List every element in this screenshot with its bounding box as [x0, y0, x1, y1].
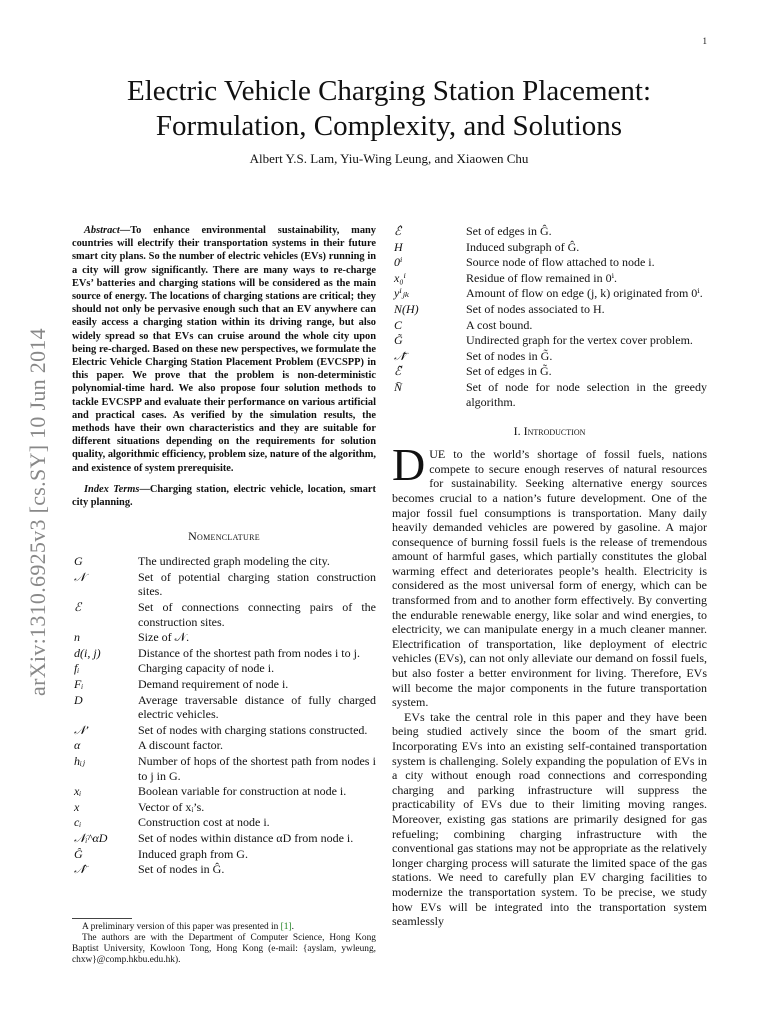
nomenclature-symbol: N̄ — [394, 379, 403, 394]
nomenclature-description: Set of connections connecting pairs of the construction sites. — [138, 600, 376, 629]
title-line-1: Electric Vehicle Charging Station Placement: — [126, 75, 651, 107]
intro-paragraph-1: DUE to the world’s shortage of fossil fuels, nations compete to secure enough reserves of natural resources for sustainability. Seeking alternative energy sources becomes crucial to a nation’s future development. One of the major fossil fuel consumptions is transportation. Many daily heavily demanded vehicles are powered by gasoline. A major consequence of burning fossil fuels is the release of tremendous amount of harmful gases, which partially constitutes the global warming effect and deteriorates people’s health. Electricity is considered as the most universal form of energy, which can be transformed from and to another form effectively. By converting the endurable renewable energy, like solar and wind energies, to electricity, we can manipulate energy in a much cleaner manner. Electrification of transportation, like deployment of electric vehicles (EVs), can not only alleviate our demand on fossil fuels, but also foster a better environment for living. Therefore, EVs will become the major components in the future transportation system. — [392, 439, 707, 710]
nomenclature-row — [392, 364, 707, 380]
nomenclature-description: Construction cost at node i. — [138, 815, 270, 830]
abstract-lead: Abstract — [84, 225, 120, 236]
nomenclature-description: Induced subgraph of Ĝ. — [466, 239, 580, 254]
nomenclature-row — [72, 600, 376, 630]
index-terms — [72, 483, 376, 509]
nomenclature-symbol: 𝒩̃ — [394, 348, 406, 363]
nomenclature-symbol: x₀ⁱ — [394, 270, 406, 285]
nomenclature-row — [392, 240, 707, 256]
nomenclature-row — [72, 661, 376, 677]
nomenclature-symbol: 𝒩 — [74, 569, 86, 584]
abstract — [72, 224, 376, 475]
nomenclature-description: Boolean variable for construction at node i. — [138, 784, 347, 799]
nomenclature-description: Set of nodes within distance αD from node i. — [138, 830, 354, 845]
nomenclature-description: Set of nodes in Ĝ. — [138, 862, 225, 877]
nomenclature-description: Vector of xᵢ’s. — [138, 799, 205, 814]
nomenclature-row — [72, 784, 376, 800]
footnotes — [72, 918, 376, 966]
nomenclature-symbol: fᵢ — [74, 661, 80, 676]
nomenclature-row — [392, 302, 707, 318]
nomenclature-description: Charging capacity of node i. — [138, 661, 275, 676]
nomenclature-table-left — [72, 554, 376, 877]
nomenclature-row — [72, 847, 376, 863]
nomenclature-symbol: G̃ — [394, 333, 403, 348]
nomenclature-symbol: N(H) — [394, 301, 419, 316]
nomenclature-row — [72, 677, 376, 693]
nomenclature-symbol: n — [74, 630, 80, 645]
nomenclature-symbol: C — [394, 317, 403, 332]
title-line-2: Formulation, Complexity, and Solutions — [155, 110, 623, 142]
footnote-preliminary-end: . — [291, 922, 294, 932]
nomenclature-symbol: Ĝ — [74, 846, 83, 861]
nomenclature-description: Size of 𝒩. — [138, 630, 190, 645]
footnote-preliminary-text: A preliminary version of this paper was presented in — [82, 922, 281, 932]
nomenclature-row — [72, 754, 376, 784]
nomenclature-row — [392, 318, 707, 334]
nomenclature-symbol: 𝒩′ — [74, 722, 89, 737]
left-column — [72, 224, 376, 878]
nomenclature-description: The undirected graph modeling the city. — [138, 554, 330, 569]
abstract-text: —To enhance environmental sustainability, many countries will electrify their transportation systems in their future smart city plans. So the number of electric vehicles (EVs) running in a city will grow significantly. There are many ways to re-charge EVs’ batteries and charging stations will be considered as the main source of energy. The locations of charging stations are critical; they should not only be pervasive enough such that an EV anywhere can easily access a charging station within its driving range, but also widely spread so that EVs can cruise around the whole city upon being re-charged. Based on these new perspectives, we formulate the Electric Vehicle Charging Station Placement Problem (EVCSPP) in this paper. We prove that the problem is non-deterministic polynomial-time hard. We also propose four solution methods to tackle EVCSPP and evaluate their performance on various artificial and practical cases. As verified by the simulation results, the methods have their own characteristics and they are suitable for different situations depending on the requirements for solution quality, algorithmic efficiency, problem size, nature of the algorithm, and existence of system prerequisite. — [72, 225, 376, 474]
nomenclature-description: Demand requirement of node i. — [138, 677, 289, 692]
footnote-preliminary — [72, 922, 376, 933]
nomenclature-row — [72, 862, 376, 878]
nomenclature-description: Set of edges in G̃. — [466, 364, 552, 379]
authors: Albert Y.S. Lam, Yiu-Wing Leung, and Xiaowen Chu — [249, 151, 529, 166]
nomenclature-row — [72, 554, 376, 570]
intro-paragraph-2: EVs take the central role in this paper and they have been being studied actively since the boom of the smart grid. Incorporating EVs into an existing self-contained transportation system is challenging. Solely expanding the population of EVs in a city without enough road connections and corresponding charging and parking infrastructure will suppress the practicability of EVs due to their limiting moving ranges. Moreover, existing gas stations are primarily designed for gas refueling; combining charging infrastructure with the conventional gas stations may not be appropriate as the relatively longer charging process will saturate the limited space of the gas stations. We need to carefully plan EV charging facilities to modernize the transportation system. To be precise, we study how EVs will be integrated into the transportation system seamlessly — [392, 709, 707, 929]
nomenclature-description: Set of node for node selection in the greedy algorithm. — [466, 379, 707, 409]
nomenclature-symbol: H — [394, 239, 403, 254]
nomenclature-description: A discount factor. — [138, 738, 223, 753]
nomenclature-symbol: G — [74, 554, 83, 569]
nomenclature-symbol: hᵢⱼ — [74, 753, 86, 768]
nomenclature-description: Residue of flow remained in 0ⁱ. — [466, 270, 618, 285]
nomenclature-row — [392, 224, 707, 240]
nomenclature-description: A cost bound. — [466, 317, 533, 332]
nomenclature-row — [392, 380, 707, 410]
nomenclature-row — [392, 286, 707, 302]
nomenclature-row — [72, 630, 376, 646]
nomenclature-symbol: D — [74, 692, 83, 707]
nomenclature-description: Set of nodes in G̃. — [466, 348, 553, 363]
nomenclature-description: Induced graph from G. — [138, 846, 248, 861]
footnote-affiliation: The authors are with the Department of Computer Science, Hong Kong Baptist University, Kowloon Tong, Hong Kong (e-mail: {ayslam, ywleung, chxw}@comp.hkbu.edu.hk). — [72, 933, 376, 965]
nomenclature-symbol: 0ⁱ — [394, 255, 403, 270]
nomenclature-symbol: yⁱⱼₖ — [394, 286, 410, 301]
right-column — [392, 224, 707, 929]
nomenclature-description: Set of potential charging station construction sites. — [138, 569, 376, 599]
index-terms-lead: Index Terms — [84, 483, 140, 495]
nomenclature-row — [72, 570, 376, 600]
nomenclature-description: Set of nodes associated to H. — [466, 301, 605, 316]
reference-link[interactable]: [1] — [280, 922, 292, 932]
nomenclature-symbol: ℰ̂ — [394, 224, 402, 238]
nomenclature-row — [392, 349, 707, 365]
nomenclature-symbol: 𝒩̂ — [74, 862, 86, 877]
page-number: 1 — [702, 36, 707, 46]
nomenclature-table-right — [392, 224, 707, 410]
nomenclature-description: Average traversable distance of fully charged electric vehicles. — [138, 692, 376, 722]
nomenclature-symbol: α — [74, 738, 81, 753]
nomenclature-description: Set of nodes with charging stations constructed. — [138, 722, 368, 737]
nomenclature-description: Distance of the shortest path from nodes i to j. — [138, 645, 360, 660]
nomenclature-symbol: cᵢ — [74, 815, 82, 830]
nomenclature-symbol: xᵢ — [74, 784, 82, 799]
arxiv-stamp: arXiv:1310.6925v3 [cs.SY] 10 Jun 2014 — [25, 328, 50, 696]
nomenclature-row — [72, 800, 376, 816]
nomenclature-symbol: x — [74, 799, 80, 814]
nomenclature-row — [72, 646, 376, 662]
introduction-heading: I. Introduction — [513, 424, 586, 439]
introduction-body — [392, 439, 707, 929]
index-terms-text: —Charging station, electric vehicle, location, smart city planning. — [72, 483, 376, 509]
nomenclature-symbol: Fᵢ — [74, 677, 84, 692]
nomenclature-row — [392, 255, 707, 271]
nomenclature-description: Set of edges in Ĝ. — [466, 224, 552, 238]
paper-title — [70, 74, 708, 144]
nomenclature-row — [72, 831, 376, 847]
nomenclature-symbol: 𝒩ᵢ^αD — [74, 830, 108, 845]
nomenclature-row — [72, 815, 376, 831]
nomenclature-row — [392, 271, 707, 287]
nomenclature-heading: Nomenclature — [188, 529, 260, 544]
footnote-rule — [72, 918, 132, 919]
nomenclature-symbol: d(i, j) — [74, 645, 101, 660]
nomenclature-description: Undirected graph for the vertex cover problem. — [466, 333, 693, 348]
nomenclature-row — [72, 723, 376, 739]
nomenclature-row — [72, 738, 376, 754]
nomenclature-row — [72, 693, 376, 723]
nomenclature-description: Number of hops of the shortest path from nodes i to j in G. — [138, 753, 376, 783]
nomenclature-description: Amount of flow on edge (j, k) originated from 0ⁱ. — [466, 286, 703, 301]
nomenclature-row — [392, 333, 707, 349]
nomenclature-description: Source node of flow attached to node i. — [466, 255, 655, 270]
nomenclature-symbol: ℰ̃ — [394, 364, 402, 379]
nomenclature-symbol: ℰ — [74, 600, 82, 615]
